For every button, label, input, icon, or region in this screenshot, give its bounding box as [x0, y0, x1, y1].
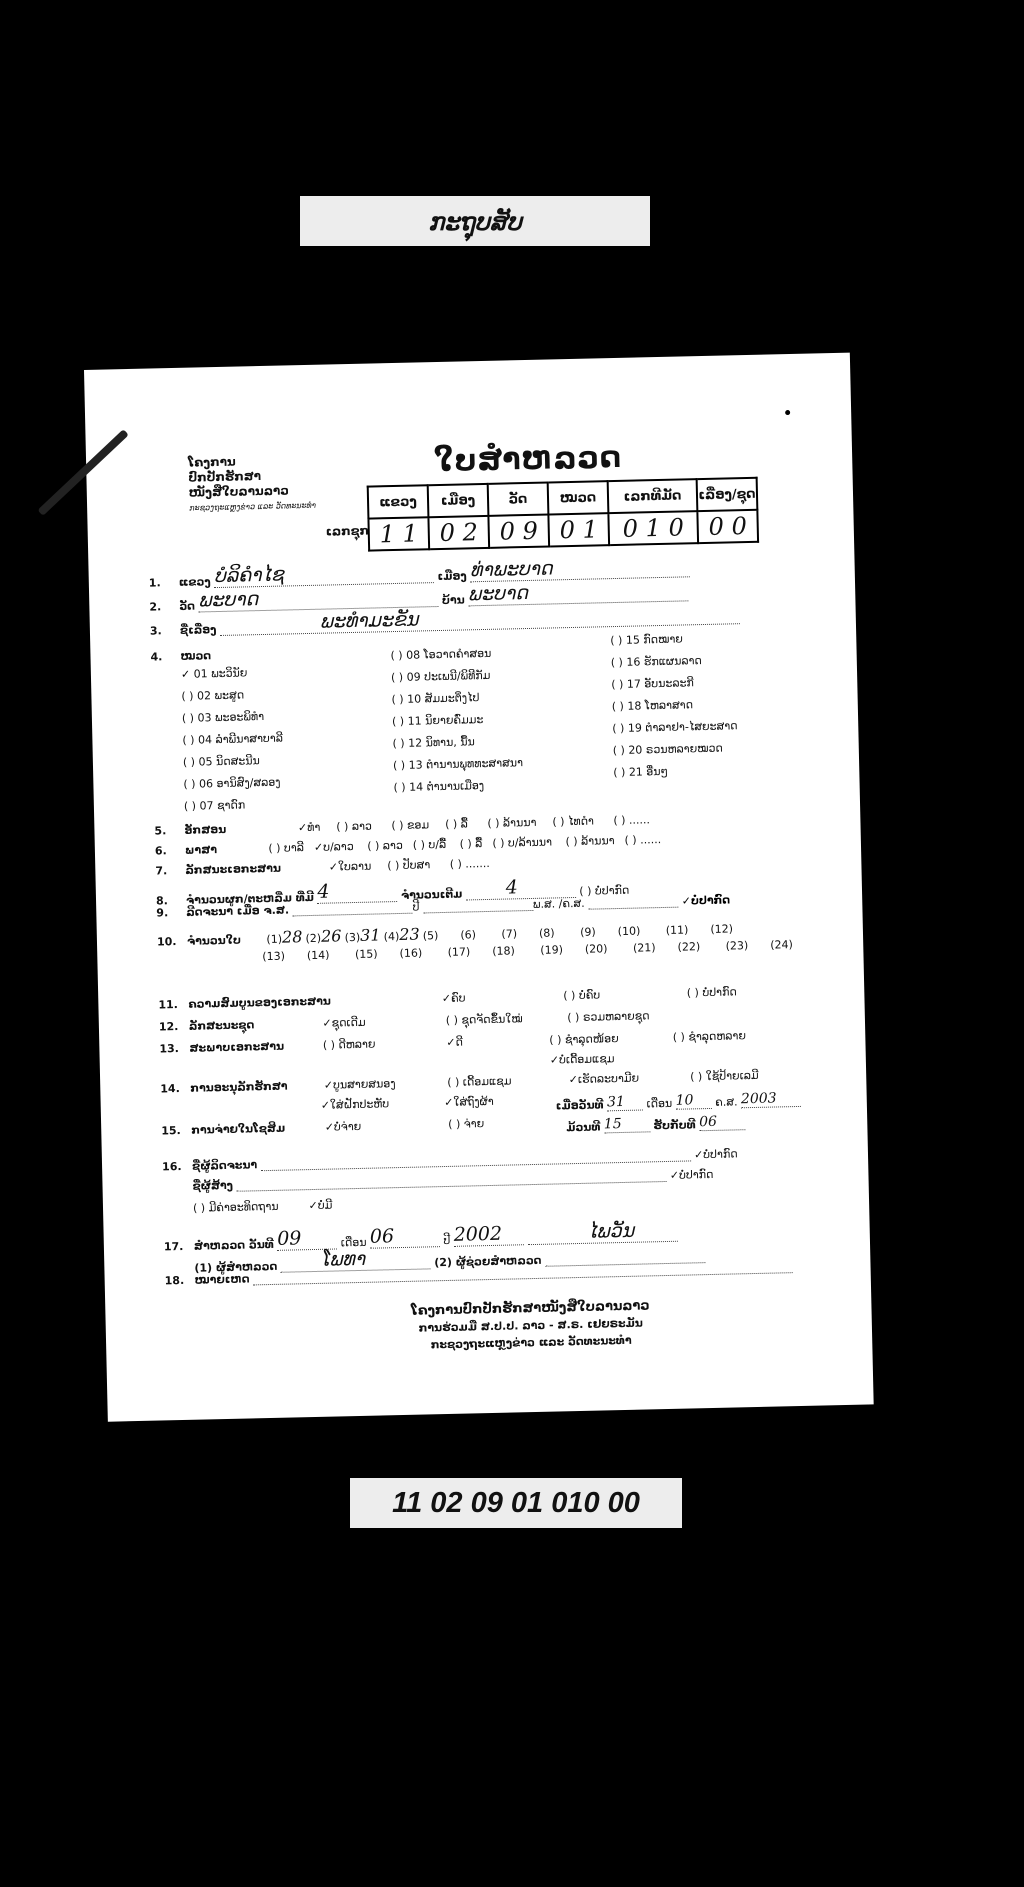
- code-province: 1 1: [368, 517, 429, 550]
- code-table: ແຂວງ ເມືອງ ວັດ ໝວດ ເລກທີມັດ ເລື່ອງ/ຊຸດ 1 1 0 2 0 9 0 1 0 1 0 0 0: [367, 477, 759, 552]
- field-province: 1. ແຂວງ ບໍລິຄຳໄຊ ເມືອງ ທ່າພະບາດ: [148, 554, 690, 589]
- field-language: 6. ພາສາ ( ) ບາລີ ✓ບ/ລາວ ( ) ລາວ ( ) ບ/ລື້ ( ) ລື້ ( ) ບ/ລ້ານນາ ( ) ລ້ານນາ ( ) ......: [154, 833, 662, 858]
- manuscript-code-label: 11 02 09 01 010 00: [350, 1478, 682, 1528]
- field-prayer: ( ) ມີຄ່າອະທິດຖານ ✓ບໍ່ມີ: [192, 1198, 333, 1215]
- field-bundles: 8. ຈຳນວນຜູກ/ຕະຫລີ່ມ ທີ່ມີ 4 ຈຳນວນເຕີມ 4 ( ) ບໍ່ປາກົດ: [155, 876, 630, 908]
- field-leaves-more: (13) (14) (15) (16) (17) (18) (19) (20) (21) (22) (23) (24): [262, 938, 793, 964]
- field-title: 3. ຊື່ເລື່ອງ ພະທຳມະຂັນ: [150, 601, 740, 637]
- field-set-loss: ( ) ຊໍາລຸດໜ້ອຍ ( ) ຊໍາລຸດຫລາຍ: [549, 1029, 747, 1047]
- code-temple: 0 9: [488, 515, 549, 548]
- field-conservation-b: ✓ໃສ່ຝັກປະຫັບ ✓ໃສ່ຖົງຜ້າ: [320, 1094, 494, 1112]
- code-bundle: 0 1 0: [608, 511, 698, 545]
- field-sponsor: ຊື່ຜູ້ສ້າງ ✓ບໍ່ປາກົດ: [192, 1167, 714, 1193]
- field-conservation-date: ເມື່ອວັນທີ 31 ເດືອນ 10 ຄ.ສ. 2003: [556, 1090, 802, 1113]
- field-condition: 13. ສະພາບເອກະສານ ( ) ດີຫລາຍ ✓ດີ: [159, 1035, 464, 1056]
- field-microfilm: 15. ການຈ່າຍໃນໂຊສິມ ✓ບໍ່ຈ່າຍ ( ) ຈ່າຍ: [161, 1117, 485, 1138]
- code-label: ເລກຊຸກ: [325, 523, 370, 539]
- field-leaves: 10. ຈຳນວນໃບ (1)28 (2)26 (3)31 (4)23 (5) (6) (7) (8) (9) (10) (11) (12): [156, 922, 734, 949]
- box-label: ກະຖຸບສັບ: [300, 196, 650, 246]
- program-header: ໂຄງການ ປົກປັກຮັກສາ ໜັງສືໃບລານລາວ ກະຊວງຖະແຫຼງຂ່າວ ແລະ ວັດທະນະທຳ: [187, 454, 317, 513]
- category-list-1: ✓ 01 ພະວິນັຍ ( ) 02 ພະສູດ ( ) 03 ພະອະພິທຳ ( ) 04 ລຳພີນາສາບາລີ ( ) 05 ນິດສະນີນ ( ) 06 ອານິສົງ/ສລອງ ( ) 07 ຊາດົກ: [180, 666, 284, 813]
- field-condition-b: ✓ບໍ່ເດີ້ອມແຊມ: [549, 1052, 615, 1067]
- field-microfilm-roll: ມ້ວນທີ 15 ຮັບກັບທີ 06: [566, 1113, 745, 1134]
- field-scribe: 16. ຊື່ຜູ້ລິດຈະນາ ✓ບໍ່ປາກົດ: [161, 1147, 738, 1174]
- field-conservation: 14. ການອະນຸລັກຮັກສາ ✓ບູນສາຍສນອງ ( ) ເດີ້ອມແຊມ ✓ເຮັດລະບາມີຍ ( ) ໃຊ້ປ້າຍເລມີ: [160, 1068, 759, 1096]
- field-notes: 18. ໝາຍເຫດ: [165, 1260, 793, 1287]
- document-title: ໃບສຳຫລວດ: [433, 439, 623, 480]
- stamp-mark: [37, 429, 128, 516]
- category-list-2: ( ) 08 ໂອວາດຄຳສອນ ( ) 09 ປະເພນີ/ພິທີກັມ ( ) 10 ສັມມະຕິ່ງໄປ ( ) 11 ນິຍາຍຄົ່ມມະ ( ) 12 ນິທານ, ນື້ນ ( ) 13 ຕຳນານພຸທທະສາສນາ ( ) 14 ຕຳນານເມືອງ: [390, 646, 524, 795]
- field-script: 5. ອັກສອນ ✓ທຳ ( ) ລາວ ( ) ຂອມ ( ) ລື້ ( ) ລ້ານນາ ( ) ໄທດຳ ( ) ......: [154, 813, 651, 838]
- code-set: 0 0: [697, 510, 758, 543]
- field-surveyors: (1) ຜູ້ສຳຫລວດ ໂພທາ (2) ຜູ້ຊ່ວຍສຳຫລວດ: [194, 1240, 705, 1275]
- survey-form: [84, 353, 874, 1422]
- field-set-type: 12. ລັກສະນະຊຸດ ✓ຊຸດເດີມ ( ) ຊຸດຈັດຂຶ້ນໃໝ່ ( ) ຣວມຫລາຍຊຸດ: [158, 1009, 650, 1034]
- code-category: 0 1: [548, 513, 609, 546]
- field-survey-date: 17. ສຳຫລວດ ວັນທີ 09 ເດືອນ 06 ປີ 2002 ໄພວັນ: [164, 1219, 678, 1254]
- code-district: 0 2: [428, 516, 489, 549]
- category-list-3: ( ) 15 ກົດໝາຍ ( ) 16 ຮັກແຜນລາດ ( ) 17 ອັບນະລະກີ ( ) 18 ໂຫລາສາດ ( ) 19 ຕຳລາຢາ-ໄສຍະສາດ ( ) 20 ຣວນຫລາຍໝວດ ( ) 21 ອື່ນໆ: [610, 632, 738, 780]
- field-material: 7. ລັກສນະເອກະສານ ✓ໃບລານ ( ) ປັບສາ ( ) .......: [155, 856, 490, 878]
- form-footer: ໂຄງການປົກປັກຮັກສາໜັງສືໃບລານລາວ ການຮ່ວມມື ສ.ປ.ປ. ລາວ - ສ.ຣ. ເຢຍຣະມັນ ກະຊວງຖະແຫຼງຂ່າວ ແລະ ວັດທະນະທຳ: [411, 1298, 650, 1352]
- dot-mark: [785, 410, 790, 415]
- field-inscribed: 9. ລີດຈະນາ ເມື່ອ ຈ.ສ. ປີ ພ.ສ. /ຄ.ສ. ✓ບໍ່ປາກົດ: [156, 893, 731, 920]
- field-category: 4. ໝວດ: [150, 649, 212, 664]
- field-completeness: 11. ຄວາມສົມບູນຂອງເອກະສານ ✓ຄົບ ( ) ບໍ່ຄົບ ( ) ບໍ່ປາກົດ: [158, 985, 737, 1012]
- field-temple: 2. ວັດ ພະບາດ ບ້ານ ພະບາດ: [149, 578, 688, 613]
